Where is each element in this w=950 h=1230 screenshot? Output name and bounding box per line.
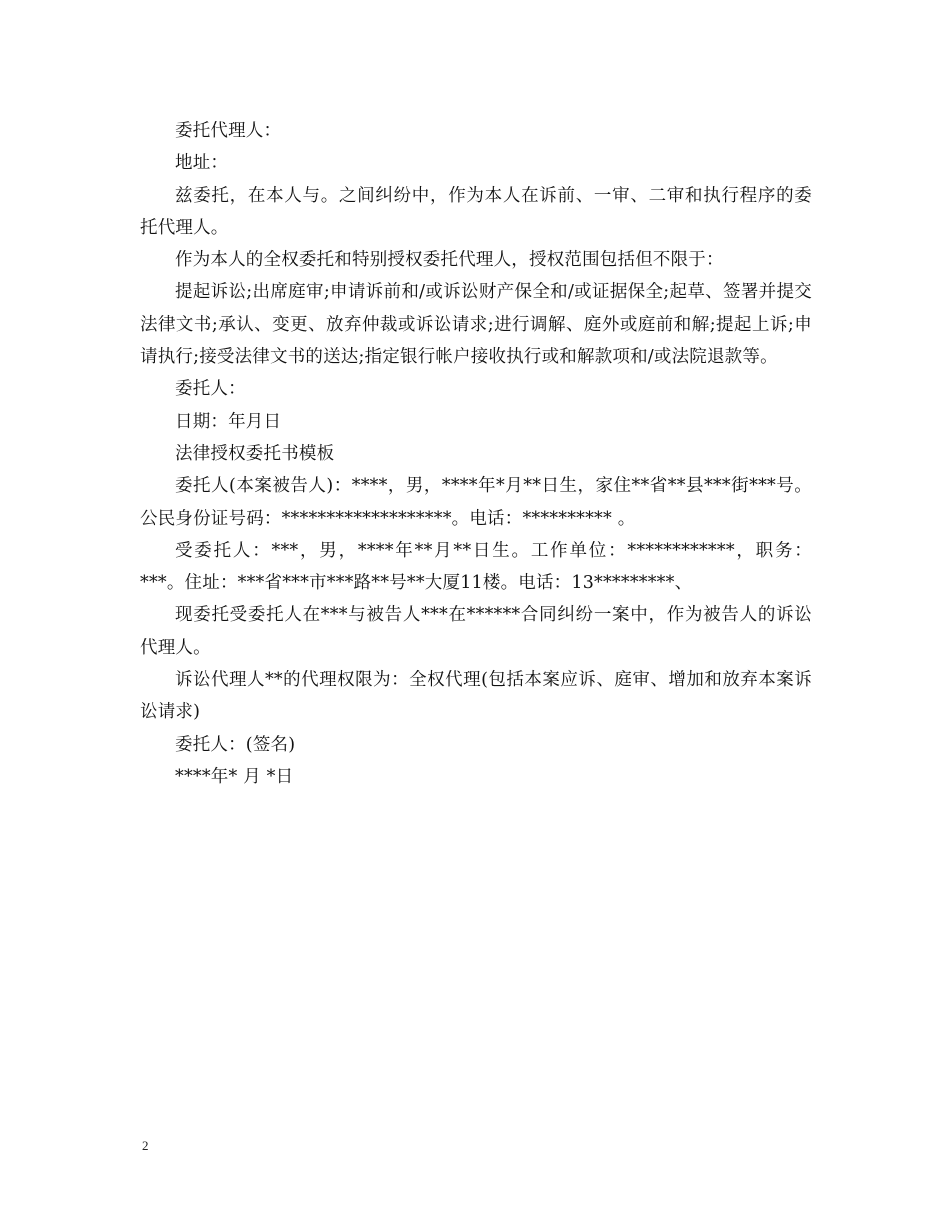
- address-label: 地址：: [175, 153, 229, 174]
- agent-details: 受委托人：***，男，****年**月**日生。工作单位：************，职务：***。住址：***省***市***路**号**大厦11楼。电话：13*********、: [140, 540, 812, 594]
- principal-details: 委托人(本案被告人)：****，男，****年*月**日生，家住**省**县***街***号。公民身份证号码：*******************。电话：********** 。: [140, 476, 812, 529]
- date-label: 日期：年月日: [175, 411, 282, 432]
- signature-line: 委托人：(签名): [175, 734, 296, 755]
- authorization-scope: 提起诉讼;出席庭审;申请诉前和/或诉讼财产保全和/或证据保全;起草、签署并提交法律文书;承认、变更、放弃仲裁或诉讼请求;进行调解、庭外或庭前和解;提起上诉;申请执行;接受法律文书的送达;指定银行帐户接收执行或和解款项和/或法院退款等。: [140, 282, 812, 368]
- template-title: 法律授权委托书模板: [175, 443, 335, 464]
- agent-label: 委托代理人：: [175, 121, 282, 141]
- signature-date: ****年* 月 *日: [175, 766, 294, 787]
- authority-scope: 诉讼代理人**的代理权限为：全权代理(包括本案应诉、庭审、增加和放弃本案诉讼请求): [140, 670, 812, 723]
- document-body: [140, 115, 812, 793]
- page-number: 2: [142, 1138, 149, 1153]
- authorization-intro: 作为本人的全权委托和特别授权委托代理人，授权范围包括但不限于：: [175, 250, 724, 271]
- entrustment-statement: 兹委托，在本人与。之间纠纷中，作为本人在诉前、一审、二审和执行程序的委托代理人。: [140, 185, 812, 238]
- entrustment-case: 现委托受委托人在***与被告人***在******合同纠纷一案中，作为被告人的诉讼代理人。: [140, 605, 812, 658]
- principal-label: 委托人：: [175, 379, 246, 400]
